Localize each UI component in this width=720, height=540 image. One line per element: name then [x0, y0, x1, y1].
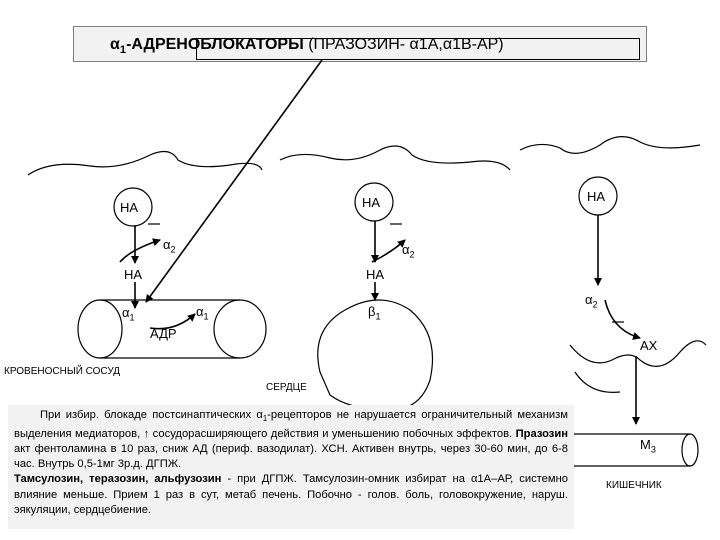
beta1-sub: 1	[375, 311, 381, 322]
intestine-upper	[570, 341, 706, 367]
beta1-symbol: β	[368, 304, 376, 319]
alpha2-right-sub: 2	[592, 299, 598, 310]
alpha2-receptor-right	[585, 292, 598, 310]
m3-receptor	[640, 437, 656, 455]
adr-label: АДР	[150, 326, 177, 341]
note-p2-text: - при ДГПЖ. Тамсулозин-омник избират на α1А–АР, системно влияние меньше. Прием 1 раз в сут, метаб печень. Побочно - голов. боль, головокружение, наруш. эякуляции, сердцебиение.	[14, 473, 568, 517]
explanation-note	[8, 405, 574, 529]
title-main: -АДРЕНОБЛОКАТОРЫ	[126, 36, 304, 53]
na-label-mid-bottom: НА	[366, 267, 385, 282]
ach-label: АХ	[640, 338, 658, 353]
mid-nerve-terminal	[280, 146, 510, 170]
prazosin-block-arrow	[146, 60, 322, 302]
title-paren: (ПРАЗОЗИН- α1А,α1В-АР)	[308, 36, 504, 53]
note-paragraph-1	[14, 408, 568, 472]
intestine-label: КИШЕЧНИК	[606, 480, 662, 491]
na-label-left-top: НА	[120, 200, 139, 215]
na-label-left-bottom: НА	[124, 267, 143, 282]
alpha2-receptor-left	[163, 237, 176, 255]
alpha1-b-symbol: α	[196, 304, 204, 319]
na-label-right-top: НА	[587, 189, 606, 204]
note-p1-bold: Празозин	[515, 427, 569, 440]
left-feedback-curve	[120, 240, 160, 262]
left-nerve-terminal	[28, 151, 262, 175]
note-paragraph-2	[14, 472, 568, 518]
note-p1-post: -рецепторов не нарушается ограничительный механизм выделения медиаторов, ↑ сосудорасширяющего действия и уменьшению побочных эффектов.	[14, 409, 568, 440]
mid-feedback-curve	[372, 240, 405, 262]
alpha1-a-sub: 1	[129, 312, 135, 323]
alpha2-receptor-mid	[402, 242, 415, 260]
m3-symbol: М	[640, 437, 651, 452]
alpha1-receptor-b	[196, 304, 209, 322]
alpha2-left-symbol: α	[163, 237, 171, 252]
vessel-right-end	[214, 300, 266, 358]
beta1-receptor	[368, 304, 381, 322]
intestine-tube-end	[682, 434, 698, 466]
note-p1-tail: акт фентоламина в 10 раз, сниж АД (периф. вазодилат). ХСН. Активен внутрь, через 30-60 мин, до 6-8 час. Внутрь 0,5-1мг 3р.д. ДГПЖ.	[14, 442, 568, 471]
vessel-label: КРОВЕНОСНЫЙ СОСУД	[4, 366, 121, 377]
heart-label: СЕРДЦЕ	[266, 382, 307, 393]
na-label-mid-top: НА	[362, 195, 381, 210]
note-p2-bold: Тамсулозин, теразозин, альфузозин	[14, 473, 222, 486]
alpha2-left-sub: 2	[170, 244, 176, 255]
title-alpha-sub: 1	[119, 44, 127, 57]
note-p1-pre: При избир. блокаде постсинаптических α	[40, 409, 263, 421]
right-feedback-curve	[605, 300, 640, 338]
note-p1-sub: 1	[262, 414, 268, 424]
vessel-left-end	[78, 300, 122, 358]
title-alpha: α	[110, 36, 120, 53]
m3-sub: 3	[650, 444, 656, 455]
alpha1-receptor-a	[122, 305, 135, 323]
alpha2-mid-symbol: α	[402, 242, 410, 257]
alpha2-right-symbol: α	[585, 292, 593, 307]
right-nerve-terminal	[520, 137, 700, 154]
alpha1-a-symbol: α	[122, 305, 130, 320]
intestine-lower	[575, 372, 620, 392]
alpha2-mid-sub: 2	[409, 249, 415, 260]
alpha1-b-sub: 1	[203, 311, 209, 322]
